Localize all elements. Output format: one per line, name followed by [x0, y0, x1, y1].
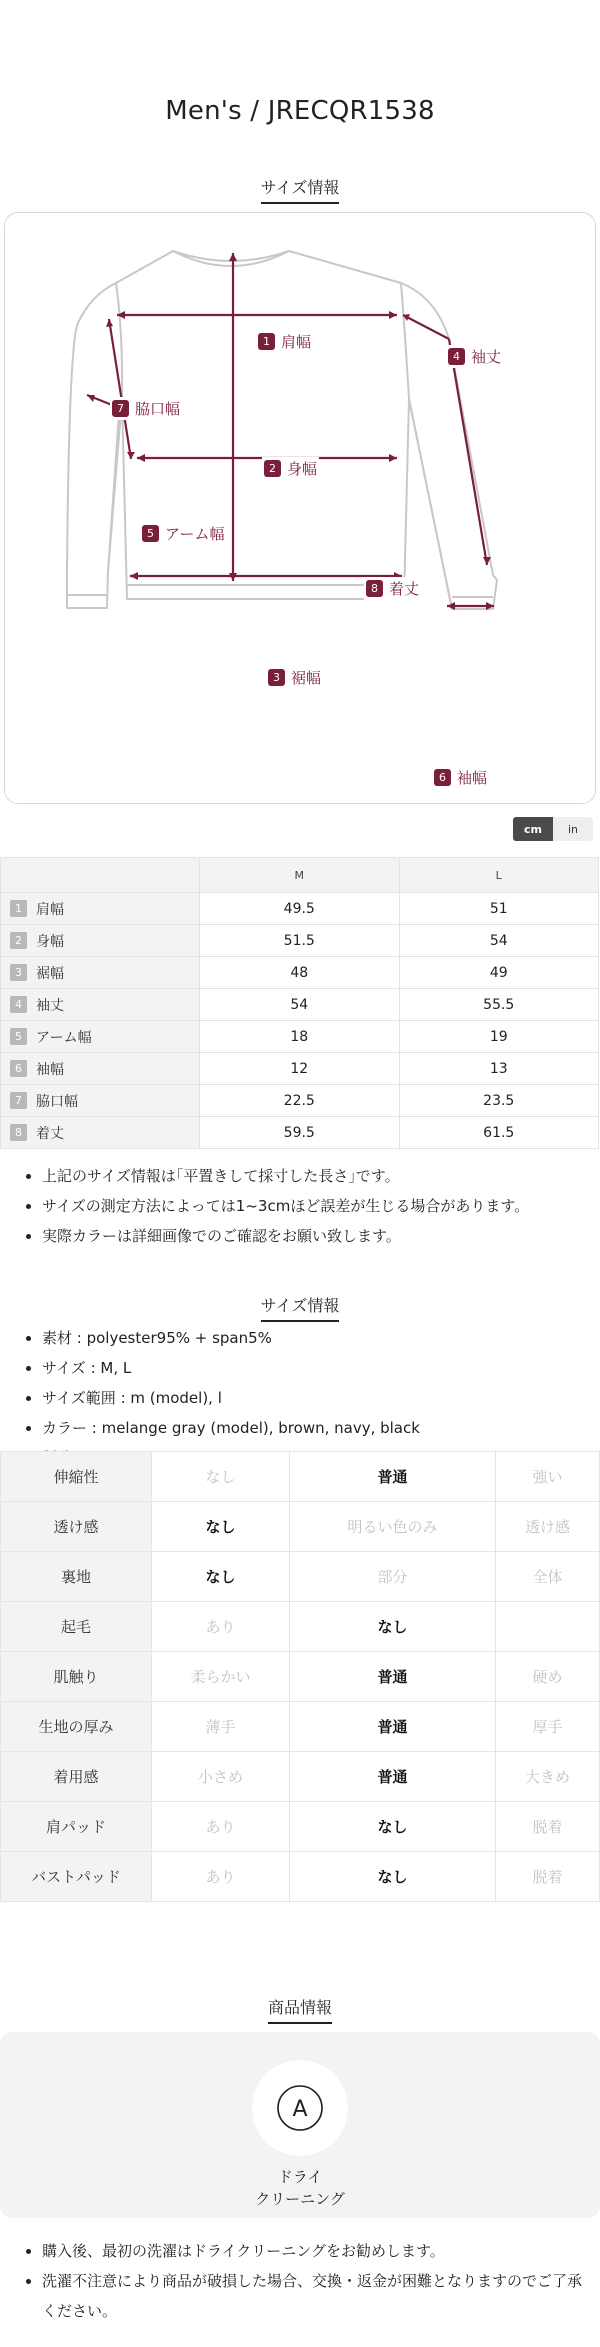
diagram-label-3: [266, 666, 323, 689]
diagram-label-text: 着丈: [389, 580, 420, 598]
size-row: [1, 1117, 599, 1149]
dry-clean-icon: [252, 2060, 348, 2156]
size-value: 23.5: [399, 1085, 599, 1117]
size-row-text: アーム幅: [36, 1029, 92, 1046]
diagram-label-6: [432, 766, 489, 789]
attribute-option: なし: [152, 1452, 290, 1502]
size-value: 61.5: [399, 1117, 599, 1149]
attribute-option: 普通: [290, 1452, 496, 1502]
size-row-text: 着丈: [36, 1125, 64, 1142]
size-row-number: 7: [10, 1092, 27, 1109]
attribute-label: 肌触り: [1, 1652, 152, 1702]
size-value: 19: [399, 1021, 599, 1053]
attribute-row: [1, 1452, 600, 1502]
diagram-label-text: 袖幅: [457, 769, 488, 787]
attribute-label: 着用感: [1, 1752, 152, 1802]
attribute-row: [1, 1652, 600, 1702]
size-row-number: 5: [10, 1028, 27, 1045]
size-row-label: [1, 989, 200, 1021]
diagram-label-badge: 8: [366, 580, 383, 597]
diagram-label-4: [446, 345, 503, 368]
unit-toggle[interactable]: [513, 817, 593, 841]
size-info-heading: サイズ情報: [0, 175, 600, 204]
size-row-number: 6: [10, 1060, 27, 1077]
attribute-option: [495, 1602, 599, 1652]
diagram-label-badge: 6: [434, 769, 451, 786]
attribute-option: 大きめ: [495, 1752, 599, 1802]
attribute-label: 生地の厚み: [1, 1702, 152, 1752]
size-row-label: [1, 893, 200, 925]
size-value: 59.5: [200, 1117, 400, 1149]
attribute-option: なし: [290, 1852, 496, 1902]
attribute-table: [0, 1451, 600, 1902]
spec-item: • サイズ範囲 : m (model), l: [42, 1383, 587, 1413]
size-note: • サイズの測定方法によっては1~3cmほど誤差が生じる場合があります。: [42, 1191, 587, 1221]
size-row-text: 裾幅: [36, 965, 64, 982]
diagram-label-text: 袖丈: [471, 348, 502, 366]
size-row-label: [1, 957, 200, 989]
size-row-number: 8: [10, 1124, 27, 1141]
size-row-label: [1, 1117, 200, 1149]
spec-item: • 素材 : polyester95% + span5%: [42, 1323, 587, 1353]
attribute-option: 全体: [495, 1552, 599, 1602]
attribute-option: あり: [152, 1802, 290, 1852]
diagram-label-1: [256, 330, 313, 353]
diagram-label-text: 脇口幅: [135, 400, 181, 418]
diagram-label-badge: 2: [264, 460, 281, 477]
attribute-option: あり: [152, 1602, 290, 1652]
size-column-l: L: [399, 858, 599, 893]
attribute-option: 強い: [495, 1452, 599, 1502]
attribute-label: 肩パッド: [1, 1802, 152, 1852]
care-note: • 洗濯不注意により商品が破損した場合、交換・返金が困難となりますのでご了承ください。: [42, 2266, 587, 2326]
care-notes: [0, 2236, 587, 2326]
size-value: 55.5: [399, 989, 599, 1021]
size-row-number: 1: [10, 900, 27, 917]
attribute-row: [1, 1602, 600, 1652]
size-column-m: M: [200, 858, 400, 893]
care-label-line2: クリーニング: [255, 2190, 345, 2208]
size-value: 12: [200, 1053, 400, 1085]
size-value: 51: [399, 893, 599, 925]
size-row-label: [1, 1021, 200, 1053]
diagram-label-7: [110, 397, 182, 420]
attribute-option: 脱着: [495, 1802, 599, 1852]
size-note: • 上記のサイズ情報は｢平置きして採寸した長さ｣です。: [42, 1161, 587, 1191]
size-row: [1, 1085, 599, 1117]
size-table-header: [1, 858, 599, 893]
size-note: • 実際カラーは詳細画像でのご確認をお願い致します。: [42, 1221, 587, 1251]
attribute-label: バストパッド: [1, 1852, 152, 1902]
attribute-row: [1, 1702, 600, 1752]
diagram-label-2: [262, 457, 319, 480]
size-row-text: 肩幅: [36, 901, 64, 918]
attribute-row: [1, 1852, 600, 1902]
unit-in-button[interactable]: in: [553, 817, 593, 841]
spec-item: • カラー : melange gray (model), brown, navy, black: [42, 1413, 587, 1443]
product-info-heading: 商品情報: [0, 1995, 600, 2024]
size-value: 49: [399, 957, 599, 989]
attribute-label: 伸縮性: [1, 1452, 152, 1502]
size-row: [1, 957, 599, 989]
size-value: 22.5: [200, 1085, 400, 1117]
attribute-option: なし: [152, 1502, 290, 1552]
diagram-label-badge: 1: [258, 333, 275, 350]
attribute-option: 部分: [290, 1552, 496, 1602]
size-diagram: [4, 212, 596, 804]
attribute-option: 脱着: [495, 1852, 599, 1902]
size-row-label: [1, 1053, 200, 1085]
size-row-label: [1, 925, 200, 957]
attribute-row: [1, 1552, 600, 1602]
size-row: [1, 1053, 599, 1085]
diagram-label-badge: 4: [448, 348, 465, 365]
care-symbol: A: [292, 2097, 308, 2122]
unit-cm-button[interactable]: cm: [513, 817, 553, 841]
attribute-option: あり: [152, 1852, 290, 1902]
size-row-text: 身幅: [36, 933, 64, 950]
attribute-row: [1, 1752, 600, 1802]
attribute-option: 厚手: [495, 1702, 599, 1752]
size-value: 18: [200, 1021, 400, 1053]
size-table-corner: [1, 858, 200, 893]
diagram-label-8: [364, 577, 421, 600]
diagram-label-5: [140, 522, 227, 545]
size-value: 49.5: [200, 893, 400, 925]
diagram-label-text: 身幅: [287, 460, 318, 478]
spec-item: • サイズ : M, L: [42, 1353, 587, 1383]
size-value: 54: [200, 989, 400, 1021]
attribute-option: なし: [152, 1552, 290, 1602]
size-row-label: [1, 1085, 200, 1117]
attribute-option: 小さめ: [152, 1752, 290, 1802]
attribute-label: 裏地: [1, 1552, 152, 1602]
attribute-option: 柔らかい: [152, 1652, 290, 1702]
size-value: 48: [200, 957, 400, 989]
size-notes: [0, 1161, 587, 1251]
diagram-label-badge: 3: [268, 669, 285, 686]
size-value: 54: [399, 925, 599, 957]
attribute-option: 透け感: [495, 1502, 599, 1552]
product-title: Men's / JRECQR1538: [165, 96, 435, 126]
care-box: [0, 2032, 600, 2218]
diagram-label-badge: 7: [112, 400, 129, 417]
size-row-number: 2: [10, 932, 27, 949]
size-table: [0, 857, 599, 1149]
size-row: [1, 893, 599, 925]
size-row-number: 4: [10, 996, 27, 1013]
attribute-option: なし: [290, 1802, 496, 1852]
diagram-label-text: 裾幅: [291, 669, 322, 687]
attribute-option: 普通: [290, 1752, 496, 1802]
size-row-text: 袖丈: [36, 997, 64, 1014]
size-value: 13: [399, 1053, 599, 1085]
attribute-option: 明るい色のみ: [290, 1502, 496, 1552]
attribute-option: 薄手: [152, 1702, 290, 1752]
diagram-label-text: 肩幅: [281, 333, 312, 351]
size-row-number: 3: [10, 964, 27, 981]
care-note: • 購入後、最初の洗濯はドライクリーニングをお勧めします。: [42, 2236, 587, 2266]
attribute-row: [1, 1502, 600, 1552]
size-row-text: 脇口幅: [36, 1093, 78, 1110]
size-row-text: 袖幅: [36, 1061, 64, 1078]
size-row: [1, 1021, 599, 1053]
attribute-row: [1, 1802, 600, 1852]
attribute-label: 透け感: [1, 1502, 152, 1552]
size-info-heading-2: サイズ情報: [0, 1293, 600, 1322]
attribute-option: 普通: [290, 1702, 496, 1752]
attribute-option: なし: [290, 1602, 496, 1652]
sweater-outline: [5, 213, 595, 803]
attribute-option: 硬め: [495, 1652, 599, 1702]
size-row: [1, 989, 599, 1021]
attribute-label: 起毛: [1, 1602, 152, 1652]
size-value: 51.5: [200, 925, 400, 957]
attribute-option: 普通: [290, 1652, 496, 1702]
diagram-label-badge: 5: [142, 525, 159, 542]
size-row: [1, 925, 599, 957]
diagram-label-text: アーム幅: [165, 525, 225, 543]
care-label-line1: ドライ: [277, 2168, 323, 2186]
